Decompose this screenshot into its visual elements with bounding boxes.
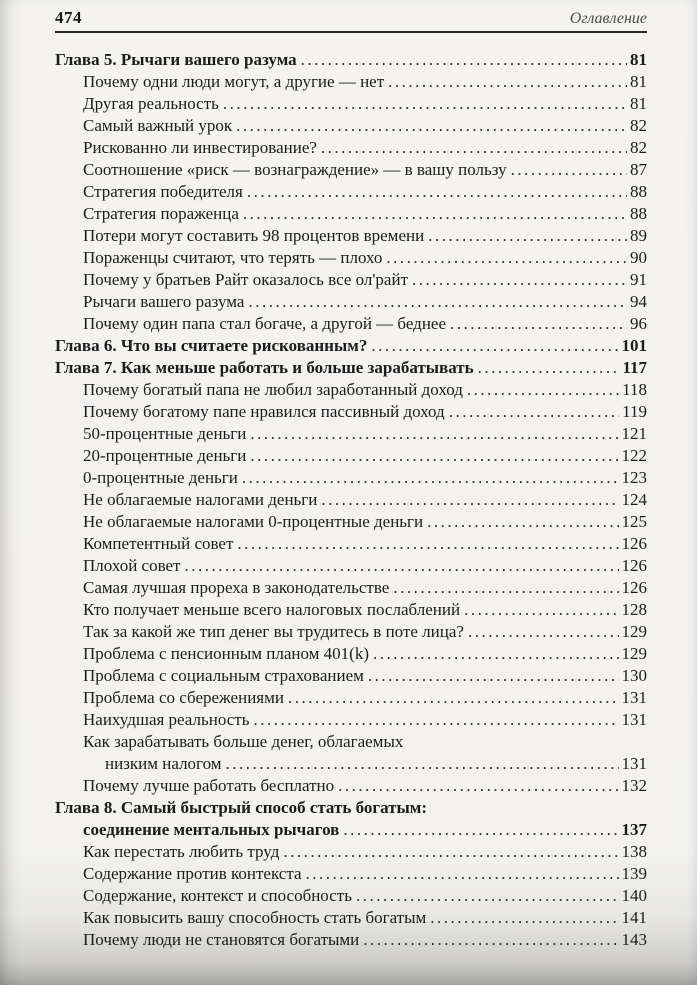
entry-label: Рискованно ли инвестирование?	[83, 138, 317, 157]
toc-sub-entry	[55, 159, 647, 181]
entry-label: Как зарабатывать больше денег, облагаемых	[83, 732, 404, 751]
entry-page-number: 126	[621, 556, 647, 575]
toc-chapter-entry	[55, 49, 647, 71]
leader-dots	[242, 467, 619, 489]
page-header	[55, 8, 647, 33]
entry-label: Пораженцы считают, что терять — плохо	[83, 248, 383, 267]
entry-label: 20-процентные деньги	[83, 446, 247, 465]
entry-page-number: 130	[621, 666, 647, 685]
entry-label: Почему у братьев Райт оказалось все ол'райт	[83, 270, 409, 289]
toc-sub-entry	[55, 511, 647, 533]
toc-sub-entry	[55, 709, 647, 731]
entry-page-number: 129	[621, 622, 647, 641]
entry-page-number: 96	[630, 314, 647, 333]
toc-sub-entry	[55, 885, 647, 907]
leader-dots	[468, 621, 619, 643]
leader-dots	[464, 599, 618, 621]
leader-dots	[368, 665, 619, 687]
entry-page-number: 88	[630, 182, 647, 201]
toc-sub-entry	[55, 555, 647, 577]
toc-sub-entry	[55, 269, 647, 291]
toc-sub-entry	[55, 225, 647, 247]
leader-dots	[343, 819, 618, 841]
entry-page-number: 122	[621, 446, 647, 465]
entry-label: Глава 5. Рычаги вашего разума	[55, 50, 297, 69]
toc-sub-entry	[55, 841, 647, 863]
toc-sub-entry	[55, 577, 647, 599]
entry-label: Потери могут составить 98 процентов времени	[83, 226, 425, 245]
entry-page-number: 124	[621, 490, 647, 509]
entry-label: Не облагаемые налогами 0-процентные деньги	[83, 512, 424, 531]
entry-page-number: 140	[621, 886, 647, 905]
toc-sub-entry	[55, 929, 647, 951]
toc-sub-entry	[55, 753, 647, 775]
entry-page-number: 141	[621, 908, 647, 927]
toc-sub-entry	[55, 687, 647, 709]
toc-sub-entry	[55, 533, 647, 555]
entry-label: Глава 8. Самый быстрый способ стать богатым:	[55, 798, 427, 817]
entry-page-number: 132	[621, 776, 647, 795]
entry-label: 0-процентные деньги	[83, 468, 238, 487]
entry-page-number: 119	[622, 402, 647, 421]
toc-sub-entry	[55, 137, 647, 159]
entry-page-number: 81	[630, 50, 647, 69]
toc-sub-entry	[55, 445, 647, 467]
entry-label: Самая лучшая прореха в законодательстве	[83, 578, 390, 597]
entry-label: низким налогом	[105, 754, 222, 773]
entry-page-number: 81	[630, 94, 647, 113]
toc-chapter-entry	[55, 797, 647, 819]
leader-dots	[247, 181, 627, 203]
entry-page-number: 82	[630, 138, 647, 157]
toc-sub-entry	[55, 665, 647, 687]
leader-dots	[250, 423, 618, 445]
leader-dots	[388, 71, 627, 93]
leader-dots	[450, 313, 627, 335]
entry-page-number: 125	[621, 512, 647, 531]
entry-page-number: 88	[630, 204, 647, 223]
entry-label: Самый важный урок	[83, 116, 233, 135]
entry-label: Проблема с социальным страхованием	[83, 666, 364, 685]
entry-page-number: 129	[621, 644, 647, 663]
leader-dots	[301, 49, 627, 71]
leader-dots	[288, 687, 619, 709]
entry-label: Стратегия победителя	[83, 182, 243, 201]
entry-label: Содержание, контекст и способность	[83, 886, 352, 905]
entry-label: Плохой совет	[83, 556, 181, 575]
leader-dots	[467, 379, 619, 401]
entry-page-number: 89	[630, 226, 647, 245]
leader-dots	[223, 93, 627, 115]
leader-dots	[393, 577, 618, 599]
leader-dots	[363, 929, 618, 951]
entry-page-number: 137	[621, 820, 647, 839]
entry-label: Почему одни люди могут, а другие — нет	[83, 72, 385, 91]
toc-chapter-entry	[55, 335, 647, 357]
leader-dots	[306, 863, 619, 885]
entry-label: Проблема с пенсионным планом 401(k)	[83, 644, 370, 663]
toc-chapter-entry	[55, 357, 647, 379]
entry-label: Глава 7. Как меньше работать и больше зарабатывать	[55, 358, 474, 377]
entry-page-number: 121	[621, 424, 647, 443]
entry-page-number: 82	[630, 116, 647, 135]
entry-page-number: 91	[630, 270, 647, 289]
entry-label: 50-процентные деньги	[83, 424, 247, 443]
toc-chapter-entry	[55, 819, 647, 841]
entry-label: Кто получает меньше всего налоговых послаблений	[83, 600, 461, 619]
page-header-title: Оглавление	[569, 10, 647, 27]
entry-label: соединение ментальных рычагов	[83, 820, 340, 839]
toc-sub-entry	[55, 489, 647, 511]
entry-label: Как повысить вашу способность стать богатым	[83, 908, 427, 927]
page-number: 474	[55, 8, 82, 27]
entry-page-number: 123	[621, 468, 647, 487]
leader-dots	[250, 445, 618, 467]
leader-dots	[511, 159, 627, 181]
toc-sub-entry	[55, 599, 647, 621]
entry-page-number: 143	[621, 930, 647, 949]
toc-sub-entry	[55, 291, 647, 313]
entry-label: Содержание против контекста	[83, 864, 302, 883]
toc-sub-entry	[55, 621, 647, 643]
leader-dots	[237, 533, 618, 555]
leader-dots	[427, 511, 618, 533]
entry-page-number: 131	[621, 710, 647, 729]
entry-page-number: 128	[621, 600, 647, 619]
toc-sub-entry	[55, 775, 647, 797]
leader-dots	[371, 335, 618, 357]
toc-sub-entry	[55, 863, 647, 885]
entry-page-number: 126	[621, 534, 647, 553]
leader-dots	[184, 555, 618, 577]
leader-dots	[430, 907, 618, 929]
entry-label: Стратегия пораженца	[83, 204, 239, 223]
entry-label: Проблема со сбережениями	[83, 688, 284, 707]
leader-dots	[386, 247, 627, 269]
leader-dots	[449, 401, 619, 423]
toc-sub-entry	[55, 313, 647, 335]
entry-page-number: 131	[621, 754, 647, 773]
leader-dots	[236, 115, 627, 137]
entry-label: Почему богатому папе нравился пассивный доход	[83, 402, 445, 421]
entry-page-number: 118	[622, 380, 647, 399]
entry-label: Почему богатый папа не любил заработанный доход	[83, 380, 463, 399]
leader-dots	[283, 841, 618, 863]
entry-label: Как перестать любить труд	[83, 842, 280, 861]
entry-label: Почему один папа стал богаче, а другой — беднее	[83, 314, 447, 333]
leader-dots	[428, 225, 627, 247]
entry-page-number: 131	[621, 688, 647, 707]
entry-label: Почему люди не становятся богатыми	[83, 930, 360, 949]
entry-page-number: 138	[621, 842, 647, 861]
entry-page-number: 90	[630, 248, 647, 267]
toc-list	[55, 49, 647, 951]
entry-label: Почему лучше работать бесплатно	[83, 776, 335, 795]
leader-dots	[226, 753, 619, 775]
leader-dots	[243, 203, 627, 225]
toc-sub-entry	[55, 401, 647, 423]
entry-page-number: 94	[630, 292, 647, 311]
leader-dots	[321, 489, 618, 511]
toc-sub-entry	[55, 423, 647, 445]
entry-label: Наихудшая реальность	[83, 710, 250, 729]
toc-sub-entry	[55, 93, 647, 115]
leader-dots	[478, 357, 620, 379]
entry-page-number: 81	[630, 72, 647, 91]
toc-sub-entry	[55, 181, 647, 203]
toc-sub-entry	[55, 379, 647, 401]
leader-dots	[248, 291, 627, 313]
entry-page-number: 139	[621, 864, 647, 883]
leader-dots	[356, 885, 619, 907]
toc-sub-entry	[55, 203, 647, 225]
entry-page-number: 126	[621, 578, 647, 597]
toc-sub-entry	[55, 643, 647, 665]
entry-label: Рычаги вашего разума	[83, 292, 245, 311]
toc-sub-entry	[55, 247, 647, 269]
leader-dots	[373, 643, 618, 665]
entry-label: Соотношение «риск — вознаграждение» — в вашу пользу	[83, 160, 507, 179]
entry-page-number: 87	[630, 160, 647, 179]
toc-sub-entry	[55, 907, 647, 929]
entry-page-number: 117	[622, 358, 647, 377]
toc-sub-entry	[55, 731, 647, 753]
entry-label: Компетентный совет	[83, 534, 234, 553]
entry-label: Другая реальность	[83, 94, 219, 113]
entry-label: Глава 6. Что вы считаете рискованным?	[55, 336, 368, 355]
entry-label: Не облагаемые налогами деньги	[83, 490, 318, 509]
leader-dots	[321, 137, 627, 159]
entry-page-number: 101	[621, 336, 647, 355]
toc-sub-entry	[55, 71, 647, 93]
leader-dots	[338, 775, 618, 797]
toc-sub-entry	[55, 115, 647, 137]
entry-label: Так за какой же тип денег вы трудитесь в поте лица?	[83, 622, 464, 641]
toc-sub-entry	[55, 467, 647, 489]
leader-dots	[254, 709, 619, 731]
leader-dots	[412, 269, 627, 291]
